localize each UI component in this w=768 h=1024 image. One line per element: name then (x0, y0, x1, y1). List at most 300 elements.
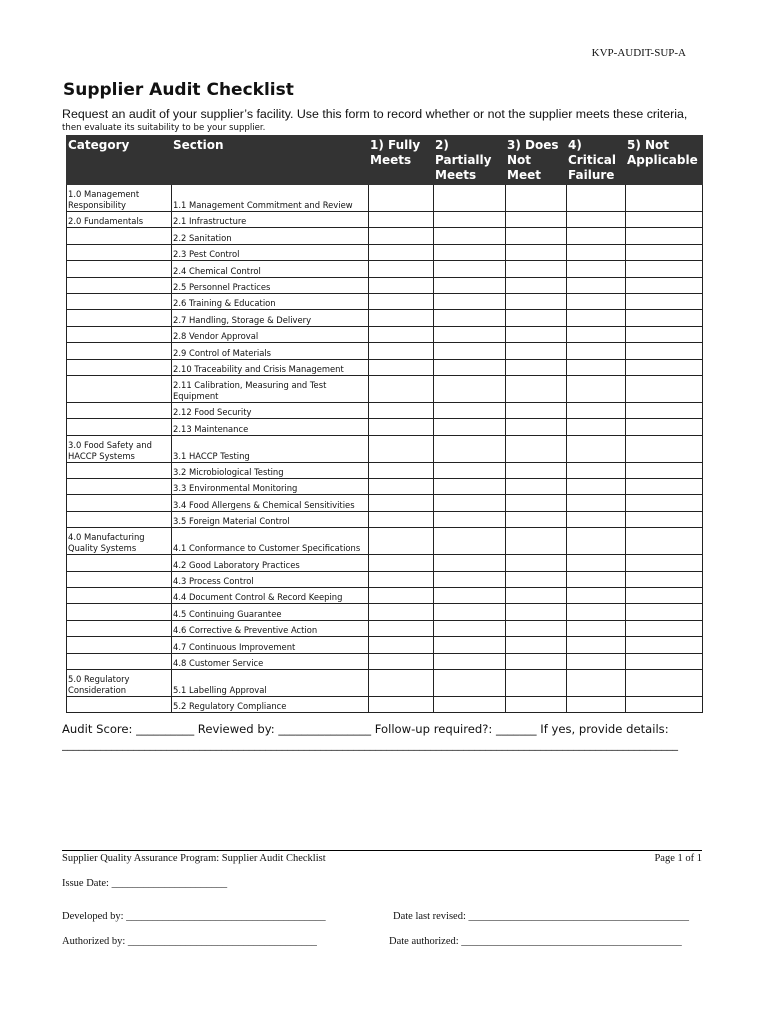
rating-cell[interactable] (434, 261, 506, 277)
table-body (67, 185, 703, 713)
rating-cell[interactable] (506, 555, 567, 571)
table-row (67, 620, 703, 636)
section-cell (172, 479, 369, 495)
table-row (67, 528, 703, 555)
table-row (67, 479, 703, 495)
rating-cell[interactable] (369, 375, 434, 402)
rating-cell[interactable] (626, 244, 703, 260)
category-cell (67, 637, 172, 653)
rating-cell[interactable] (506, 511, 567, 527)
rating-cell[interactable] (506, 310, 567, 326)
section-cell (172, 653, 369, 669)
rating-cell[interactable] (626, 511, 703, 527)
category-cell (67, 479, 172, 495)
rating-cell[interactable] (434, 212, 506, 228)
section-cell (172, 588, 369, 604)
rating-cell[interactable] (506, 669, 567, 696)
rating-cell[interactable] (567, 571, 626, 587)
rating-cell[interactable] (626, 293, 703, 309)
rating-cell[interactable] (434, 604, 506, 620)
rating-cell[interactable] (506, 212, 567, 228)
table-header-row (67, 136, 703, 185)
rating-cell[interactable] (434, 277, 506, 293)
rating-cell[interactable] (434, 495, 506, 511)
rating-cell[interactable] (506, 495, 567, 511)
section-text: 2.4 Chemical Control (173, 265, 261, 276)
rating-cell[interactable] (506, 228, 567, 244)
section-text: 2.1 Infrastructure (173, 216, 247, 227)
category-text: HACCP Systems (68, 450, 135, 461)
section-text: 2.5 Personnel Practices (173, 281, 271, 292)
table-row (67, 375, 703, 402)
rating-cell[interactable] (434, 419, 506, 435)
rating-cell[interactable] (506, 326, 567, 342)
date-authorized-field[interactable]: Date authorized: __________________________________________ (389, 936, 682, 947)
section-cell (172, 555, 369, 571)
table-row (67, 462, 703, 478)
category-text: Responsibility (68, 200, 126, 210)
rating-cell[interactable] (567, 620, 626, 636)
rating-cell[interactable] (434, 669, 506, 696)
rating-cell[interactable] (567, 261, 626, 277)
rating-cell[interactable] (369, 495, 434, 511)
section-cell (172, 571, 369, 587)
rating-cell[interactable] (434, 310, 506, 326)
rating-cell[interactable] (567, 462, 626, 478)
rating-cell[interactable] (369, 419, 434, 435)
authorized-by-field[interactable]: Authorized by: ____________________________________ (62, 936, 317, 947)
rating-cell[interactable] (369, 588, 434, 604)
section-text: 4.3 Process Control (173, 576, 254, 587)
date-last-revised-field[interactable]: Date last revised: __________________________________________ (393, 911, 690, 922)
section-text: 2.6 Training & Education (173, 298, 276, 309)
rating-cell[interactable] (434, 588, 506, 604)
rating-cell[interactable] (506, 479, 567, 495)
category-cell (67, 419, 172, 435)
rating-cell[interactable] (626, 402, 703, 418)
rating-cell[interactable] (506, 185, 567, 212)
rating-cell[interactable] (434, 511, 506, 527)
rating-cell[interactable] (369, 326, 434, 342)
category-cell (67, 244, 172, 260)
intro-text: Request an audit of your supplier’s facility. Use this form to record whether or not the supplier meets these criteria, (62, 107, 688, 121)
section-cell (172, 244, 369, 260)
issue-date-field[interactable]: Issue Date: ______________________ (62, 878, 228, 889)
rating-cell[interactable] (567, 185, 626, 212)
rating-cell[interactable] (369, 343, 434, 359)
category-cell (67, 212, 172, 228)
rating-cell[interactable] (506, 244, 567, 260)
column-header (567, 136, 626, 185)
rating-cell[interactable] (626, 495, 703, 511)
rating-cell[interactable] (434, 244, 506, 260)
rating-cell[interactable] (626, 479, 703, 495)
rating-cell[interactable] (567, 375, 626, 402)
rating-cell[interactable] (506, 343, 567, 359)
audit-checklist-table (66, 135, 703, 713)
rating-cell[interactable] (434, 528, 506, 555)
section-text: 4.7 Continuous Improvement (173, 641, 296, 652)
rating-cell[interactable] (626, 343, 703, 359)
column-header (506, 136, 567, 185)
section-text: 3.5 Foreign Material Control (173, 516, 290, 527)
section-text: 4.4 Document Control & Record Keeping (173, 592, 343, 603)
column-header-text: Section (173, 138, 224, 152)
table-row (67, 604, 703, 620)
rating-cell[interactable] (369, 359, 434, 375)
rating-cell[interactable] (434, 359, 506, 375)
rating-cell[interactable] (369, 604, 434, 620)
category-cell (67, 571, 172, 587)
table-row (67, 435, 703, 462)
rating-cell[interactable] (567, 555, 626, 571)
table-row (67, 511, 703, 527)
rating-cell[interactable] (434, 653, 506, 669)
column-header-text: Critical (568, 153, 617, 167)
rating-cell[interactable] (434, 571, 506, 587)
table-row (67, 310, 703, 326)
rating-cell[interactable] (369, 511, 434, 527)
rating-cell[interactable] (369, 212, 434, 228)
rating-cell[interactable] (434, 343, 506, 359)
rating-cell[interactable] (506, 402, 567, 418)
table-row (67, 588, 703, 604)
column-header-text: Category (68, 138, 130, 152)
category-cell (67, 620, 172, 636)
rating-cell[interactable] (626, 419, 703, 435)
rating-cell[interactable] (567, 212, 626, 228)
rating-cell[interactable] (567, 359, 626, 375)
rating-cell[interactable] (506, 277, 567, 293)
rating-cell[interactable] (626, 359, 703, 375)
rating-cell[interactable] (626, 653, 703, 669)
rating-cell[interactable] (434, 479, 506, 495)
rating-cell[interactable] (434, 228, 506, 244)
rating-cell[interactable] (506, 588, 567, 604)
section-text: 4.6 Corrective & Preventive Action (173, 625, 318, 636)
section-cell (172, 462, 369, 478)
category-cell (67, 185, 172, 212)
category-cell (67, 375, 172, 402)
table-row (67, 277, 703, 293)
rating-cell[interactable] (626, 310, 703, 326)
rating-cell[interactable] (434, 555, 506, 571)
rating-cell[interactable] (369, 435, 434, 462)
footer-divider (62, 850, 702, 851)
rating-cell[interactable] (567, 637, 626, 653)
section-text: 3.2 Microbiological Testing (173, 467, 284, 478)
category-cell (67, 555, 172, 571)
rating-cell[interactable] (434, 462, 506, 478)
section-text: 1.1 Management Commitment and Review (173, 200, 353, 210)
rating-cell[interactable] (506, 637, 567, 653)
section-text: 2.9 Control of Materials (173, 347, 272, 358)
rating-cell[interactable] (506, 571, 567, 587)
rating-cell[interactable] (506, 359, 567, 375)
rating-cell[interactable] (369, 277, 434, 293)
section-cell (172, 310, 369, 326)
rating-cell[interactable] (369, 462, 434, 478)
section-cell (172, 604, 369, 620)
section-cell (172, 261, 369, 277)
column-header-text: 5) Not (627, 138, 670, 152)
category-text: 2.0 Fundamentals (68, 216, 144, 227)
table-row (67, 495, 703, 511)
rating-cell[interactable] (369, 637, 434, 653)
rating-cell[interactable] (434, 696, 506, 712)
table-row (67, 669, 703, 696)
category-cell (67, 495, 172, 511)
rating-cell[interactable] (567, 669, 626, 696)
intro-text-small: then evaluate its suitability to be your supplier. (62, 123, 266, 133)
table-row (67, 571, 703, 587)
section-text: 3.3 Environmental Monitoring (173, 483, 298, 494)
category-cell (67, 435, 172, 462)
rating-cell[interactable] (506, 620, 567, 636)
table-row (67, 228, 703, 244)
rating-cell[interactable] (567, 435, 626, 462)
category-cell (67, 228, 172, 244)
category-text: 4.0 Manufacturing (68, 532, 145, 543)
section-cell (172, 402, 369, 418)
rating-cell[interactable] (567, 293, 626, 309)
section-cell (172, 620, 369, 636)
rating-cell[interactable] (567, 343, 626, 359)
page-title: Supplier Audit Checklist (63, 80, 294, 100)
rating-cell[interactable] (567, 588, 626, 604)
rating-cell[interactable] (626, 571, 703, 587)
table-row (67, 402, 703, 418)
rating-cell[interactable] (506, 419, 567, 435)
category-cell (67, 462, 172, 478)
section-text: 3.4 Food Allergens & Chemical Sensitivities (173, 499, 355, 510)
table-row (67, 293, 703, 309)
rating-cell[interactable] (434, 637, 506, 653)
section-text: 2.7 Handling, Storage & Delivery (173, 314, 312, 325)
rating-cell[interactable] (369, 571, 434, 587)
category-cell (67, 359, 172, 375)
section-cell (172, 359, 369, 375)
rating-cell[interactable] (506, 462, 567, 478)
rating-cell[interactable] (369, 244, 434, 260)
rating-cell[interactable] (626, 669, 703, 696)
table-row (67, 359, 703, 375)
section-cell (172, 495, 369, 511)
section-cell (172, 696, 369, 712)
column-header-text: 4) (568, 138, 582, 152)
section-text: 4.1 Conformance to Customer Specifications (173, 543, 361, 554)
column-header-text: Not Meet (507, 153, 541, 182)
section-cell (172, 637, 369, 653)
rating-cell[interactable] (626, 277, 703, 293)
rating-cell[interactable] (567, 696, 626, 712)
rating-cell[interactable] (626, 696, 703, 712)
section-text: 5.2 Regulatory Compliance (173, 701, 287, 712)
rating-cell[interactable] (434, 185, 506, 212)
rating-cell[interactable] (369, 479, 434, 495)
category-cell (67, 528, 172, 555)
section-text: 2.12 Food Security (173, 407, 252, 418)
table-row (67, 696, 703, 712)
section-cell (172, 212, 369, 228)
rating-cell[interactable] (567, 495, 626, 511)
category-cell (67, 310, 172, 326)
rating-cell[interactable] (434, 375, 506, 402)
audit-score-line[interactable]: Audit Score: __________ Reviewed by: ________________ Follow-up required?: _______ If yes, provide details: (62, 722, 669, 736)
category-cell (67, 696, 172, 712)
rating-cell[interactable] (567, 402, 626, 418)
category-cell (67, 669, 172, 696)
column-header-text: Failure (568, 168, 615, 182)
rating-cell[interactable] (567, 479, 626, 495)
table-row (67, 326, 703, 342)
section-text: 2.2 Sanitation (173, 232, 232, 243)
rating-cell[interactable] (369, 228, 434, 244)
table-row (67, 555, 703, 571)
rating-cell[interactable] (626, 326, 703, 342)
rating-cell[interactable] (434, 402, 506, 418)
developed-by-field[interactable]: Developed by: ______________________________________ (62, 911, 326, 922)
rating-cell[interactable] (626, 528, 703, 555)
table-row (67, 261, 703, 277)
column-header (434, 136, 506, 185)
rating-cell[interactable] (506, 696, 567, 712)
rating-cell[interactable] (567, 244, 626, 260)
category-cell (67, 343, 172, 359)
rating-cell[interactable] (626, 555, 703, 571)
column-header (172, 136, 369, 185)
section-text: 2.8 Vendor Approval (173, 331, 259, 342)
rating-cell[interactable] (567, 528, 626, 555)
section-text: 4.2 Good Laboratory Practices (173, 559, 300, 570)
column-header-text: Applicable (627, 153, 698, 167)
section-cell (172, 528, 369, 555)
column-header (626, 136, 703, 185)
column-header-text: 1) Fully (370, 138, 421, 152)
rating-cell[interactable] (369, 696, 434, 712)
section-text: 2.10 Traceability and Crisis Management (173, 363, 344, 374)
section-cell (172, 326, 369, 342)
column-header-text: Meets (370, 153, 412, 167)
rating-cell[interactable] (506, 293, 567, 309)
rating-cell[interactable] (506, 435, 567, 462)
section-text: 2.13 Maintenance (173, 423, 249, 434)
rating-cell[interactable] (369, 261, 434, 277)
column-header-text: Meets (435, 168, 477, 182)
rating-cell[interactable] (567, 326, 626, 342)
rating-cell[interactable] (626, 462, 703, 478)
category-cell (67, 277, 172, 293)
rating-cell[interactable] (506, 604, 567, 620)
section-cell (172, 277, 369, 293)
category-cell (67, 293, 172, 309)
document-code: KVP-AUDIT-SUP-A (591, 47, 686, 59)
category-cell (67, 402, 172, 418)
section-cell (172, 435, 369, 462)
rating-cell[interactable] (567, 228, 626, 244)
rating-cell[interactable] (626, 375, 703, 402)
category-cell (67, 588, 172, 604)
rating-cell[interactable] (434, 326, 506, 342)
section-text: Equipment (173, 390, 219, 401)
column-header-text: 3) Does (507, 138, 559, 152)
section-cell (172, 228, 369, 244)
rating-cell[interactable] (369, 310, 434, 326)
section-text: 3.1 HACCP Testing (173, 450, 250, 461)
rating-cell[interactable] (369, 669, 434, 696)
rating-cell[interactable] (369, 555, 434, 571)
rating-cell[interactable] (626, 212, 703, 228)
category-cell (67, 261, 172, 277)
rating-cell[interactable] (434, 620, 506, 636)
rating-cell[interactable] (506, 653, 567, 669)
footer-program-title: Supplier Quality Assurance Program: Supplier Audit Checklist (62, 853, 326, 864)
section-cell (172, 343, 369, 359)
category-cell (67, 511, 172, 527)
table-row (67, 637, 703, 653)
rating-cell[interactable] (369, 620, 434, 636)
rating-cell[interactable] (369, 653, 434, 669)
rating-cell[interactable] (567, 310, 626, 326)
rating-cell[interactable] (626, 637, 703, 653)
rating-cell[interactable] (434, 435, 506, 462)
rating-cell[interactable] (506, 261, 567, 277)
details-line[interactable]: ________________________________________________________________________________________________________________ (62, 738, 678, 751)
category-text: Quality Systems (68, 543, 137, 554)
rating-cell[interactable] (369, 528, 434, 555)
section-cell (172, 293, 369, 309)
rating-cell[interactable] (434, 293, 506, 309)
column-header (369, 136, 434, 185)
rating-cell[interactable] (506, 375, 567, 402)
rating-cell[interactable] (567, 653, 626, 669)
category-text: 1.0 Management (68, 189, 140, 199)
category-cell (67, 326, 172, 342)
footer-page-number: Page 1 of 1 (654, 853, 702, 864)
table-row (67, 244, 703, 260)
category-text: 3.0 Food Safety and (68, 439, 152, 450)
section-cell (172, 375, 369, 402)
rating-cell[interactable] (567, 277, 626, 293)
rating-cell[interactable] (626, 185, 703, 212)
rating-cell[interactable] (626, 588, 703, 604)
section-cell (172, 419, 369, 435)
rating-cell[interactable] (506, 528, 567, 555)
rating-cell[interactable] (567, 604, 626, 620)
section-cell (172, 185, 369, 212)
section-text: 4.8 Customer Service (173, 657, 264, 668)
category-cell (67, 604, 172, 620)
table-row (67, 185, 703, 212)
rating-cell[interactable] (369, 293, 434, 309)
section-text: 4.5 Continuing Guarantee (173, 608, 282, 619)
rating-cell[interactable] (626, 435, 703, 462)
section-cell (172, 669, 369, 696)
rating-cell[interactable] (369, 402, 434, 418)
rating-cell[interactable] (567, 511, 626, 527)
table-row (67, 419, 703, 435)
rating-cell[interactable] (369, 185, 434, 212)
rating-cell[interactable] (626, 604, 703, 620)
rating-cell[interactable] (626, 228, 703, 244)
rating-cell[interactable] (626, 620, 703, 636)
rating-cell[interactable] (567, 419, 626, 435)
section-text: 2.3 Pest Control (173, 249, 240, 260)
rating-cell[interactable] (626, 261, 703, 277)
section-text: 2.11 Calibration, Measuring and Test (173, 379, 327, 390)
table-row (67, 212, 703, 228)
column-header-text: 2) Partially (435, 138, 492, 167)
